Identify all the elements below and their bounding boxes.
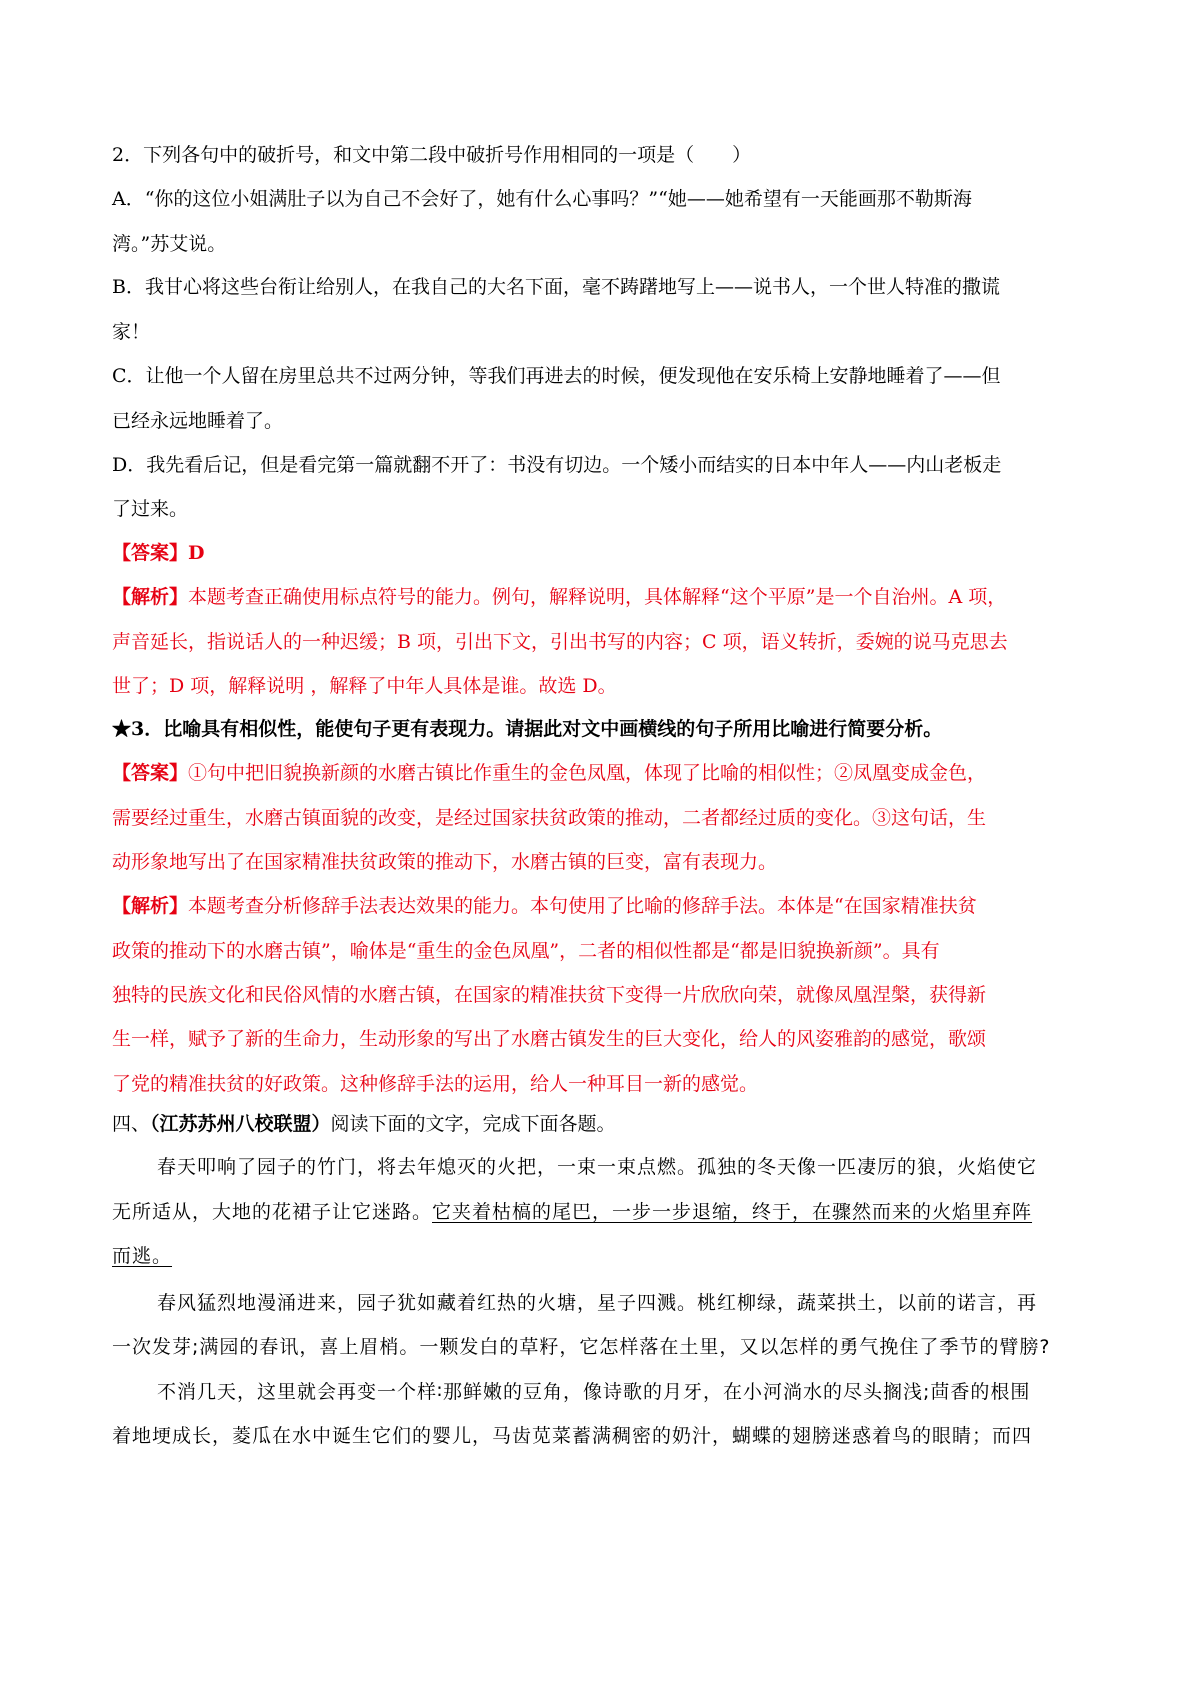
passage-p2-line2: 一次发芽;满园的春讯，喜上眉梢。一颗发白的草籽，它怎样落在土里，又以怎样的勇气挽住了季节的臂膀?	[112, 1336, 1051, 1358]
passage-p2-line1: 春风猛烈地漫涌进来，园子犹如藏着红热的火塘，星子四溅。桃红柳绿，蔬菜拱土，以前的诺言，再	[157, 1292, 1038, 1314]
q2-option-d-line2: 了过来。	[112, 498, 189, 520]
answer-text: ①句中把旧貌换新颜的水磨古镇比作重生的金色凤凰，体现了比喻的相似性；②凤凰变成金色，	[188, 762, 987, 784]
section4-source: （江苏苏州八校联盟）	[150, 1113, 331, 1135]
passage-p3-line1: 不消几天，这里就会再变一个样∶那鲜嫩的豆角，像诗歌的月牙，在小河淌水的尽头搁浅;茴香的根围	[157, 1381, 1031, 1403]
q2-analysis-line1	[112, 585, 1006, 609]
analysis-tag: 【解析】	[112, 586, 189, 608]
q2-option-c-line1: C．让他一个人留在房里总共不过两分钟，等我们再进去的时候，便发现他在安乐椅上安静地睡着了——但	[112, 365, 1001, 387]
q3-answer-line3: 动形象地写出了在国家精准扶贫政策的推动下，水磨古镇的巨变，富有表现力。	[112, 851, 778, 873]
answer-tag: 【答案】	[112, 762, 189, 784]
q2-answer	[112, 541, 205, 565]
q2-stem: 2．下列各句中的破折号，和文中第二段中破折号作用相同的一项是（ ）	[112, 144, 752, 166]
q2-option-a-line2: 湾。”苏艾说。	[112, 233, 227, 255]
passage-plain-text: 无所适从，大地的花裙子让它迷路。	[112, 1201, 433, 1223]
q3-analysis-line5: 了党的精准扶贫的好政策。这种修辞手法的运用，给人一种耳目一新的感觉。	[112, 1073, 759, 1095]
q3-analysis-line3: 独特的民族文化和民俗风情的水磨古镇，在国家的精准扶贫下变得一片欣欣向荣，就像凤凰涅槃，获得新	[112, 984, 987, 1006]
q2-option-d-line1: D．我先看后记，但是看完第一篇就翻不开了：书没有切边。一个矮小而结实的日本中年人——内山老板走	[112, 454, 1002, 476]
q2-option-a-line1: A．“你的这位小姐满肚子以为自己不会好了，她有什么心事吗？”“她——她希望有一天能画那不勒斯海	[112, 188, 972, 210]
passage-p1-line1: 春天叩响了园子的竹门，将去年熄灭的火把，一束一束点燃。孤独的冬天像一匹凄厉的狼，火焰使它	[157, 1156, 1038, 1178]
passage-p3-line2: 着地埂成长，菱瓜在水中诞生它们的婴儿，马齿苋菜蓄满稠密的奶汁，蝴蝶的翅膀迷惑着鸟的眼睛；而四	[112, 1425, 1033, 1447]
q3-analysis-line2: 政策的推动下的水磨古镇”，喻体是“重生的金色凤凰”，二者的相似性都是“都是旧貌换新颜”。具有	[112, 940, 940, 962]
q3-answer-line2: 需要经过重生，水磨古镇面貌的改变，是经过国家扶贫政策的推动，二者都经过质的变化。③这句话，生	[112, 807, 987, 829]
q2-analysis-line3: 世了；D 项，解释说明 ，解释了中年人具体是谁。故选 D。	[112, 675, 617, 697]
section4-heading	[112, 1112, 616, 1136]
passage-p1-line3	[112, 1244, 172, 1268]
underlined-sentence: 它夹着枯槁的尾巴，一步一步退缩，终于，在骤然而来的火焰里弃阵	[432, 1201, 1033, 1223]
q3-analysis-line4: 生一样，赋予了新的生命力，生动形象的写出了水磨古镇发生的巨大变化，给人的风姿雅韵的感觉，歌颂	[112, 1028, 987, 1050]
section4-instruction: 阅读下面的文字，完成下面各题。	[330, 1113, 616, 1135]
q3-answer-line1	[112, 761, 986, 785]
analysis-text: 本题考查分析修辞手法表达效果的能力。本句使用了比喻的修辞手法。本体是“在国家精准扶贫	[188, 895, 977, 917]
q2-analysis-line2: 声音延长，指说话人的一种迟缓；B 项，引出下文，引出书写的内容；C 项，语义转折，委婉的说马克思去	[112, 631, 1008, 653]
q2-option-b-line1: B．我甘心将这些台衔让给别人，在我自己的大名下面，毫不踌躇地写上——说书人，一个世人特准的撒谎	[112, 276, 1000, 298]
passage-p1-line2	[112, 1200, 1032, 1224]
q3-stem: ★3．比喻具有相似性，能使句子更有表现力。请据此对文中画横线的句子所用比喻进行简要分析。	[112, 718, 943, 740]
answer-value: D	[188, 542, 205, 564]
q2-option-c-line2: 已经永远地睡着了。	[112, 410, 284, 432]
q3-analysis-line1	[112, 894, 977, 918]
q2-option-b-line2: 家！	[112, 321, 151, 343]
analysis-text: 本题考查正确使用标点符号的能力。例句，解释说明，具体解释“这个平原”是一个自治州。A 项，	[188, 586, 1007, 608]
analysis-tag: 【解析】	[112, 895, 189, 917]
underlined-sentence-end: 而逃。	[112, 1245, 173, 1267]
answer-tag: 【答案】	[112, 542, 189, 564]
section4-prefix: 四、	[112, 1113, 151, 1135]
